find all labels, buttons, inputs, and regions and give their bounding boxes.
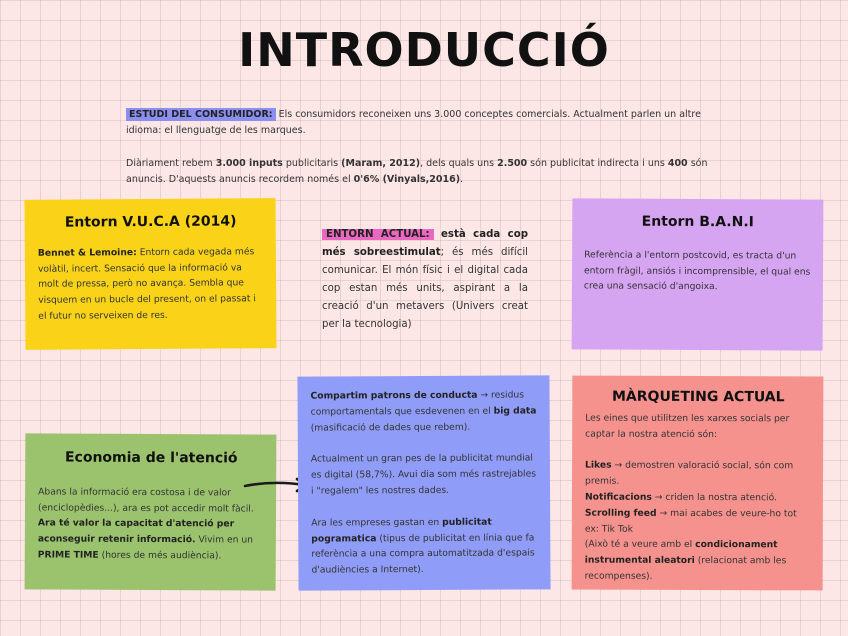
vuca-heading: Entorn V.U.C.A (2014) <box>64 213 237 231</box>
patrons-body: Ara les empreses gastan en <box>311 516 443 529</box>
intro-bold: 400 <box>667 158 688 169</box>
atencio-bold: Ara té valor la capacitat d'atenció per aconseguir retenir informació. <box>37 517 235 546</box>
vuca-text <box>38 244 265 325</box>
marqueting-heading: MÀRQUETING ACTUAL <box>611 388 785 406</box>
marqueting-body: → mai acabes de veure-ho tot ex: Tik Tok <box>584 507 797 535</box>
patrons-bold: Compartim patrons de conducta <box>310 389 478 402</box>
intro-text: , dels quals uns <box>420 158 498 169</box>
patrons-body: (tipus de publicitat en línia que fa referència a una compra automatitzada d'espais d'audiències a Internet). <box>311 532 535 576</box>
intro-text-1: Els consumidors reconeixen uns 3.000 conceptes comercials. Actualment parlen un altre idioma: el llenguatge de les marques. <box>126 109 701 136</box>
patrons-text-2: Actualment un gran pes de la publicitat mundial es digital (58,7%). Avui dia som més rastrejables i "regalem" les nostres dades. <box>310 452 537 497</box>
patrons-body: (masificació de dades que rebem). <box>310 421 471 434</box>
actual-bold: està cada cop més sobreestimulat <box>322 229 528 258</box>
atencio-body: (hores de més audiència). <box>98 549 222 562</box>
atencio-body: Vivim en un <box>195 534 254 546</box>
bani-text: Referència a l'entorn postcovid, es tracta d'un entorn fràgil, ansiós i incomprensible, el qual ens crea una sensació d'angoixa. <box>583 249 811 293</box>
marqueting-card <box>572 376 824 591</box>
actual-highlight: ENTORN ACTUAL: <box>322 229 434 240</box>
actual-body: ; és més difícil comunicar. El món físic i el digital cada cop estan més units, aspirant a la creació d'un metavers (Univers creat per la tecnologia) <box>322 247 528 330</box>
atencio-text <box>38 484 264 564</box>
atencio-body: Abans la informació era costosa i de valor (enciclopèdies...), ara es pot accedir molt fàcil. <box>37 486 254 515</box>
marqueting-bold: Notificacions <box>584 491 652 503</box>
intro-bold: 3.000 inputs <box>215 158 283 169</box>
marqueting-list <box>585 458 811 585</box>
page-title: INTRODUCCIÓ <box>238 23 610 77</box>
intro-bold: 0'6% (Vinyals,2016) <box>353 173 461 185</box>
marqueting-bold: Likes <box>585 459 612 472</box>
patrons-body: → residus comportamentals que esdevenen en el <box>310 389 525 418</box>
patrons-bold: big data <box>493 405 537 417</box>
marqueting-body: (relacionat amb les recompenses). <box>584 555 787 582</box>
intro-text: són publicitat indirecta i uns <box>527 158 668 169</box>
atencio-heading: Economia de l'atenció <box>64 449 238 467</box>
intro-text: publicitaris <box>282 158 342 169</box>
vuca-card <box>24 198 276 350</box>
intro-text: . <box>460 173 464 185</box>
patrons-text-1 <box>311 387 538 436</box>
marqueting-body: → demostren valoració social, són com premis. <box>584 460 794 487</box>
intro-bold: (Maram, 2012) <box>341 158 421 169</box>
entorn-actual-text <box>322 226 528 334</box>
patrons-bold: publicitat pogramatica <box>311 516 492 545</box>
intro-text: són anuncis. D'aquests anuncis recordem només el <box>126 158 708 185</box>
intro-bold: 2.500 <box>497 158 528 169</box>
marqueting-intro: Les eines que utilitzen les xarxes socials per captar la nostra atenció són: <box>585 412 790 440</box>
marqueting-body: (Això té a veure amb el <box>584 538 696 551</box>
intro-consumer <box>126 107 716 138</box>
patrons-card <box>297 375 550 590</box>
atencio-card <box>25 433 277 590</box>
bani-card <box>572 198 824 350</box>
marqueting-bold: condicionament instrumental aleatori <box>584 539 778 567</box>
intro-text: Diàriament rebem <box>126 158 216 169</box>
vuca-author: Bennet & Lemoine: <box>37 246 137 259</box>
marqueting-body: → criden la nostra atenció. <box>651 491 777 504</box>
intro-inputs <box>126 156 716 187</box>
bani-heading: Entorn B.A.N.I <box>641 213 754 231</box>
patrons-text-3 <box>311 514 538 578</box>
consumer-highlight: ESTUDI DEL CONSUMIDOR: <box>126 108 276 121</box>
atencio-bold: PRIME TIME <box>37 549 99 561</box>
marqueting-bold: Scrolling feed <box>584 507 657 519</box>
vuca-body: Entorn cada vegada més volàtil, incert. Sensació que la informació va molt de pressa, però no avança. Sembla que visquem en un bucle del present, on el passat i el futur no serveixen de res. <box>37 246 256 322</box>
